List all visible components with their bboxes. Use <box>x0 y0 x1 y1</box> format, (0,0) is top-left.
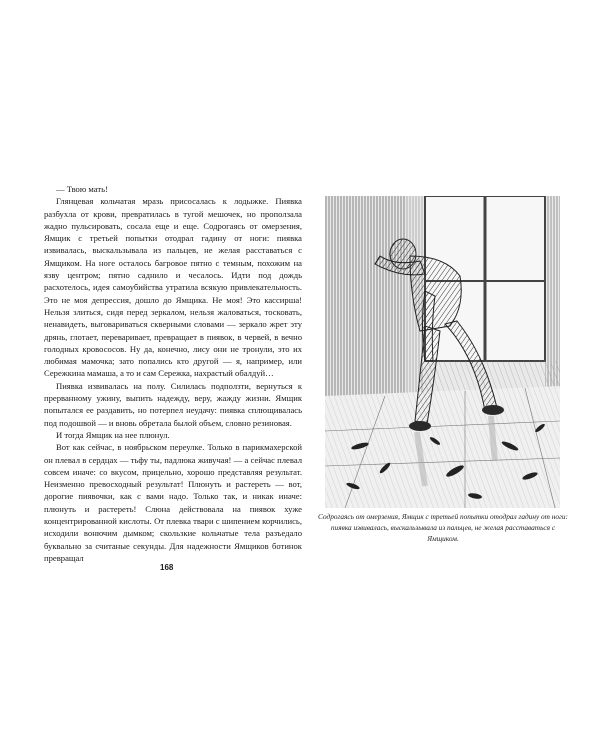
illustration-caption: Содрогаясь от омерзения, Ямщик с третьей попытки отодрал гадину от ноги: пиявка извивалась, выскальзывала из пальцев, не желая расставаться с Ямщиком. <box>318 512 568 543</box>
body-text-column <box>44 183 302 564</box>
paragraph: И тогда Ямщик на нее плюнул. <box>56 429 170 440</box>
page-number: 168 <box>160 563 174 572</box>
paragraph: Вот как сейчас, в ноябрьском переулке. Только в парикмахерской он плевал в сердцах — тьфу ты, падлюка живучая! — а сейчас плевал совсем иначе: со вкусом, прицельно, хорошо представляя результат. Неизменно превосходный результат! Плюнуть и растереть — вот, дорогие пиявочки, как с вами надо. Только так, и никак иначе: плюнуть и растереть! Слюна действовала на пиявок хуже концентрированной кислоты. От плевка твари с шипением корчились, исходили вонючим дымком; скользкие кольчатые тела разъедало буквально за считаные секунды. Для надежности Ямщиков ботинок превращал <box>44 442 302 563</box>
engraving-illustration <box>325 196 560 508</box>
paragraph: — Твою мать! <box>56 184 108 194</box>
paragraph: Глянцевая кольчатая мразь присосалась к лодыжке. Пиявка разбухла от крови, превратилась в тугой мешочек, но проползала жадно пульсировать, сосала еще и еще. Содрогаясь от омерзения, Ямщик с третьей попытки отодрал гадину от ноги: пиявка извивалась, выскальзывала из пальцев, не желая расставаться с Ямщиком. На ноге осталось багровое пятно с темным, похожим на язву центром; пятно саднило и чесалось. Идти под дождь расхотелось, идея самоубийства утратила всякую привлекательность. Это не моя депрессия, дошло до Ямщика. Не моя! Это кассирша! Нельзя злиться, сидя перед зеркалом, нельзя жаловаться, тосковать, ненавидеть, выговариваться скверными словами — зеркало жрет эту дрянь, глотает, переваривает, превращает в пиявок, в червей, в вечно голодных кровососов. Ну да, конечно, лису они не тронули, это их любимая мамочка; зато попались кто другой — я, например, или Сережкина мамаша, а то и сам Сережка, нахрастый обалдуй… <box>44 196 302 379</box>
illustration <box>325 196 560 508</box>
paragraph: Пиявка извивалась на полу. Силилась подползти, вернуться к прерванному ужину, выпить надежду, веру, жажду жизни. Ямщик попытался ее раздавить, но потерпел неудачу: пиявка сплющивалась под подошвой — и вновь обретала былой объем, словно резиновая. <box>44 380 302 428</box>
